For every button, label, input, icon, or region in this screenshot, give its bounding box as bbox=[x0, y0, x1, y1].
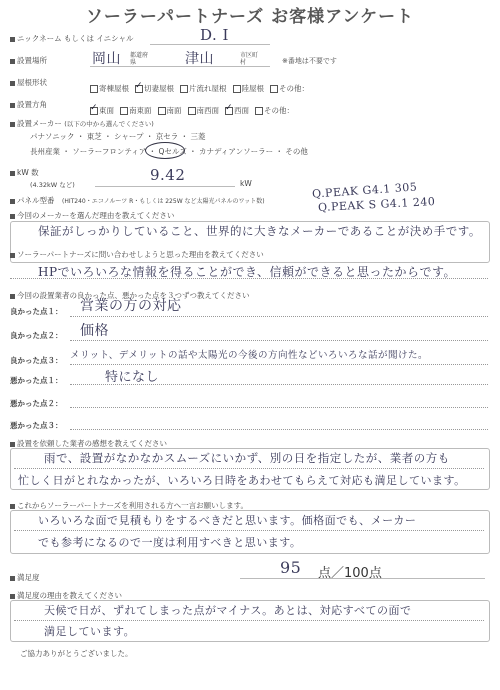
city-suffix: 市区町村 bbox=[240, 52, 259, 66]
reason-satisfaction-line1: 天候で日が、ずれてしまった点がマイナス。あとは、対応すべての面で bbox=[44, 604, 412, 617]
good1-value: 営業の方の対応 bbox=[80, 298, 182, 314]
roof-shape-options bbox=[90, 76, 315, 95]
kw-unit: kW bbox=[240, 179, 252, 188]
direction-option-1[interactable] bbox=[120, 106, 152, 115]
nickname-underline bbox=[150, 44, 270, 45]
direction-option-label: 西面 bbox=[234, 106, 249, 115]
good3-underline bbox=[70, 364, 488, 365]
good1-underline bbox=[70, 316, 488, 317]
location-label: 設置場所 bbox=[10, 55, 47, 66]
direction-option-label: 南西面 bbox=[196, 106, 219, 115]
thanks-text: ご協力ありがとうございました。 bbox=[20, 649, 133, 658]
bad2-label: 悪かった点２： bbox=[10, 399, 63, 408]
kw-label: kW 数 bbox=[10, 167, 39, 178]
maker-label: 設置メーカー (以下の中から選んでください) bbox=[10, 118, 154, 129]
roof-shape-checkbox-2[interactable] bbox=[180, 85, 188, 93]
kw-underline bbox=[95, 186, 235, 187]
prefecture-suffix: 都道府県 bbox=[130, 52, 149, 66]
roof-shape-checkbox-3[interactable] bbox=[233, 85, 241, 93]
reason-satisfaction-line2: 満足しています。 bbox=[44, 625, 136, 638]
direction-option-label: その他： bbox=[264, 106, 294, 115]
reason-contact-label: ソーラーパートナーズに問い合わせしようと思った理由を教えてください bbox=[10, 249, 264, 260]
direction-options bbox=[90, 98, 300, 117]
advice-label: これからソーラーパートナーズを利用される方へ一言お願いします。 bbox=[10, 500, 248, 511]
roof-shape-option-2[interactable] bbox=[180, 84, 227, 93]
roof-shape-option-label: 陸屋根 bbox=[241, 84, 264, 93]
location-note: ※番地は不要です bbox=[282, 57, 337, 65]
roof-shape-option-4[interactable] bbox=[270, 84, 309, 93]
good1-label: 良かった点１： bbox=[10, 307, 63, 316]
nickname-label: ニックネーム もしくは イニシャル bbox=[10, 33, 133, 44]
maker-options-row2: 長州産業 ・ ソーラーフロンティア ・ Qセルズ ・ カナディアンソーラー ・ その他 bbox=[30, 147, 308, 156]
direction-option-label: 南東面 bbox=[129, 106, 152, 115]
reason-satisfaction-divider bbox=[14, 620, 484, 621]
impression-label: 設置を依頼した業者の感想を教えてください bbox=[10, 438, 167, 449]
direction-option-2[interactable] bbox=[158, 106, 182, 115]
reason-maker-answer: 保証がしっかりしていること、世界的に大きなメーカーであることが決め手です。 bbox=[38, 224, 481, 238]
roof-shape-option-label: 寄棟屋根 bbox=[99, 84, 129, 93]
kw-value: 9.42 bbox=[150, 166, 186, 184]
roof-shape-option-label: 切妻屋根 bbox=[144, 84, 174, 93]
panel-value-2: Q.PEAK S G4.1 240 bbox=[317, 194, 436, 215]
direction-option-3[interactable] bbox=[188, 106, 220, 115]
direction-option-0[interactable] bbox=[90, 106, 114, 115]
good2-label: 良かった点２： bbox=[10, 331, 63, 340]
good3-value: メリット、デメリットの話や太陽光の今後の方向性などいろいろな話が聞けた。 bbox=[70, 350, 429, 361]
roof-shape-checkbox-0[interactable] bbox=[90, 85, 98, 93]
impression-line2: 忙しく日がとれなかったが、いろいろ日時をあわせてもらえて対応も満足しています。 bbox=[18, 474, 466, 487]
reason-contact-answer: HPでいろいろな情報を得ることができ、信頼ができると思ったからです。 bbox=[38, 265, 456, 279]
roof-shape-option-3[interactable] bbox=[233, 84, 265, 93]
roof-shape-option-label: その他： bbox=[279, 84, 309, 93]
direction-label: 設置方角 bbox=[10, 99, 47, 110]
bad1-underline bbox=[70, 384, 488, 385]
kw-sub: (4.32kW など) bbox=[30, 181, 75, 189]
good2-value: 価格 bbox=[80, 323, 109, 339]
satisfaction-label: 満足度 bbox=[10, 572, 40, 583]
panel-label: パネル型番 bbox=[10, 195, 55, 206]
reason-satisfaction-label: 満足度の理由を教えてください bbox=[10, 590, 122, 601]
good3-label: 良かった点３： bbox=[10, 356, 63, 365]
roof-shape-option-label: 片流れ屋根 bbox=[189, 84, 227, 93]
direction-option-4[interactable] bbox=[225, 106, 249, 115]
roof-shape-option-0[interactable] bbox=[90, 84, 129, 93]
bad1-value: 特になし bbox=[105, 370, 160, 385]
direction-checkbox-3[interactable] bbox=[188, 107, 196, 115]
good-bad-label: 今回の設置業者の良かった点、悪かった点を３つずつ教えてください bbox=[10, 290, 250, 301]
direction-checkbox-4[interactable] bbox=[225, 107, 233, 115]
bad1-label: 悪かった点１： bbox=[10, 376, 63, 385]
direction-option-label: 南面 bbox=[166, 106, 182, 115]
location-prefecture: 岡山 bbox=[92, 51, 121, 67]
advice-line1: いろいろな面で見積もりをするべきだと思います。価格面でも、メーカー bbox=[38, 514, 417, 527]
bad2-underline bbox=[70, 407, 488, 408]
advice-divider bbox=[14, 530, 484, 531]
direction-checkbox-1[interactable] bbox=[120, 107, 128, 115]
panel-sub: (HIT240・エコノルーツ R・もしくは 225W など太陽光パネルのワット数) bbox=[62, 198, 265, 205]
location-underline bbox=[90, 66, 270, 67]
roof-shape-checkbox-1[interactable] bbox=[135, 85, 143, 93]
direction-checkbox-0[interactable] bbox=[90, 107, 98, 115]
maker-selection-circle bbox=[145, 142, 185, 159]
maker-options-row1: パナソニック ・ 東芝 ・ シャープ ・ 京セラ ・ 三菱 bbox=[30, 132, 206, 141]
direction-checkbox-5[interactable] bbox=[255, 107, 263, 115]
direction-checkbox-2[interactable] bbox=[158, 107, 166, 115]
impression-divider bbox=[14, 468, 484, 469]
bad3-label: 悪かった点３： bbox=[10, 421, 63, 430]
reason-contact-underline bbox=[10, 278, 488, 279]
reason-maker-label: 今回のメーカーを選んだ理由を教えてください bbox=[10, 210, 174, 221]
good2-underline bbox=[70, 340, 488, 341]
page-title: ソーラーパートナーズ お客様アンケート bbox=[85, 7, 415, 27]
roof-shape-checkbox-4[interactable] bbox=[270, 85, 278, 93]
satisfaction-suffix: 点／100点 bbox=[318, 566, 382, 581]
direction-option-5[interactable] bbox=[255, 106, 294, 115]
advice-line2: でも参考になるので一度は利用すべきと思います。 bbox=[38, 536, 302, 549]
nickname-value: D. I bbox=[200, 26, 229, 44]
impression-line1: 雨で、設置がなかなかスムーズにいかず、別の日を指定したが、業者の方も bbox=[44, 451, 450, 465]
location-city: 津山 bbox=[185, 51, 214, 67]
satisfaction-value: 95 bbox=[280, 558, 302, 577]
direction-option-label: 東面 bbox=[99, 106, 114, 115]
panel-value-1: Q.PEAK G4.1 305 bbox=[311, 180, 418, 201]
roof-shape-option-1[interactable] bbox=[135, 84, 174, 93]
bad3-underline bbox=[70, 429, 488, 430]
roof-shape-label: 屋根形状 bbox=[10, 77, 47, 88]
